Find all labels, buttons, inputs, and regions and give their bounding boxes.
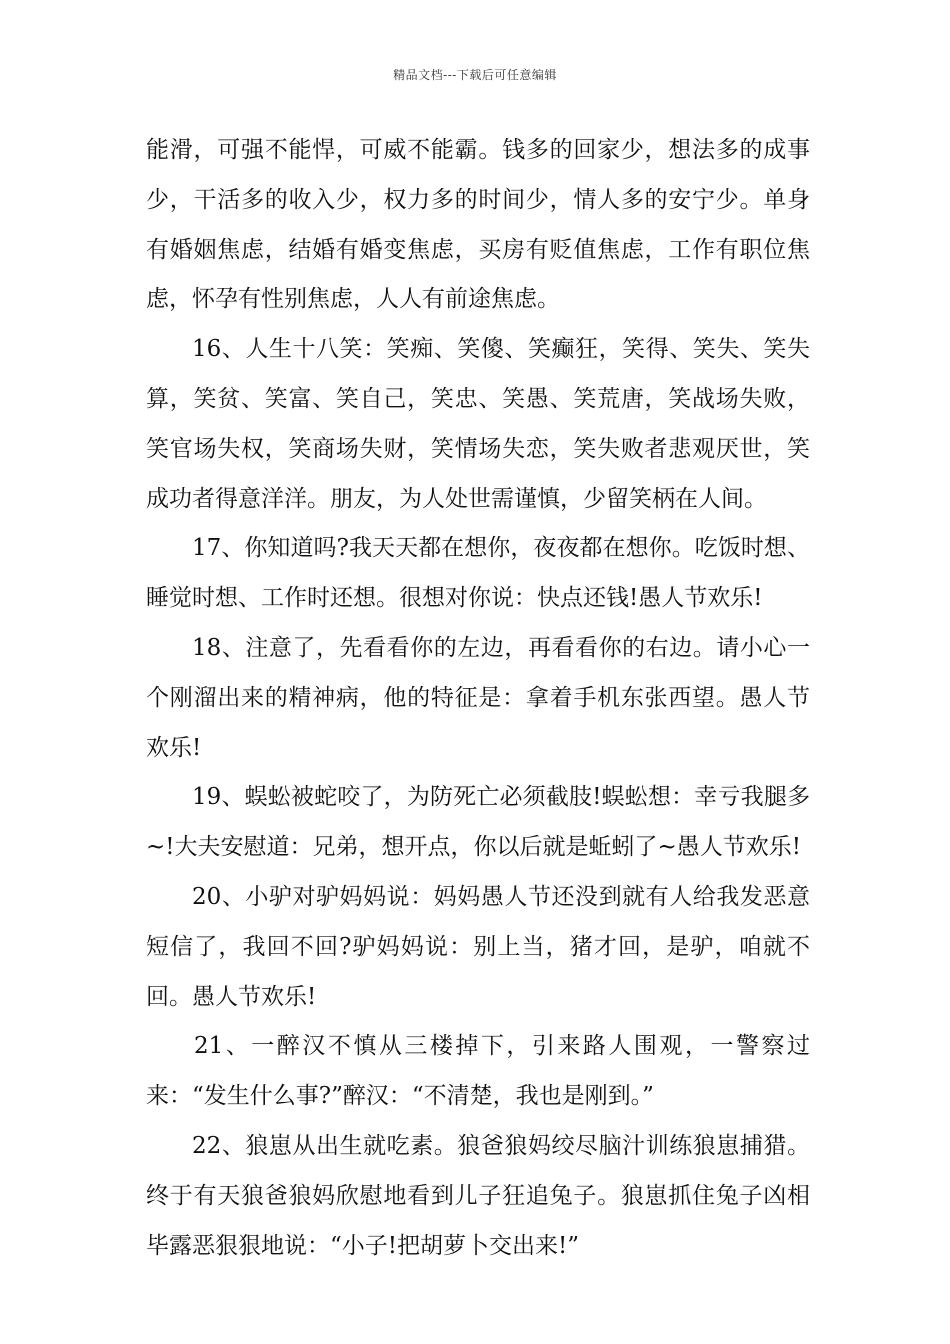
page-header: 精品文档---下载后可任意编辑 xyxy=(393,68,557,82)
paragraph-22: 22、狼崽从出生就吃素。狼爸狼妈绞尽脑汁训练狼崽捕猎。终于有天狼爸狼妈欣慰地看到儿子狂追兔子。狼崽抓住兔子凶相毕露恶狠狠地说：“小子!把胡萝卜交出来!” xyxy=(146,1132,810,1259)
paragraph-18: 18、注意了，先看看你的左边，再看看你的右边。请小心一个刚溜出来的精神病，他的特征是：拿着手机东张西望。愚人节欢乐! xyxy=(146,634,810,761)
paragraph-20: 20、小驴对驴妈妈说：妈妈愚人节还没到就有人给我发恶意短信了，我回不回?驴妈妈说：别上当，猪才回，是驴，咱就不回。愚人节欢乐! xyxy=(146,883,810,1010)
paragraph-16: 16、人生十八笑：笑痴、笑傻、笑癫狂，笑得、笑失、笑失算，笑贫、笑富、笑自己，笑忠、笑愚、笑荒唐，笑战场失败，笑官场失权，笑商场失财，笑情场失恋，笑失败者悲观厌世，笑成功者得意洋洋。朋友，为人处世需谨慎，少留笑柄在人间。 xyxy=(146,336,810,512)
paragraph-19: 19、蜈蚣被蛇咬了，为防死亡必须截肢!蜈蚣想：幸亏我腿多~!大夫安慰道：兄弟，想开点，你以后就是蚯蚓了~愚人节欢乐! xyxy=(146,784,810,861)
paragraph-continued: 能滑，可强不能悍，可威不能霸。钱多的回家少，想法多的成事少，干活多的收入少，权力多的时间少，情人多的安宁少。单身有婚姻焦虑，结婚有婚变焦虑，买房有贬值焦虑，工作有职位焦虑，怀孕有性别焦虑，人人有前途焦虑。 xyxy=(146,137,810,313)
paragraph-21: 21、一醉汉不慎从三楼掉下，引来路人围观，一警察过来：“发生什么事?”醉汉：“不清楚，我也是刚到。” xyxy=(146,1033,810,1110)
document-body xyxy=(146,126,810,1271)
paragraph-17: 17、你知道吗?我天天都在想你，夜夜都在想你。吃饭时想、睡觉时想、工作时还想。很想对你说：快点还钱!愚人节欢乐! xyxy=(146,535,810,612)
